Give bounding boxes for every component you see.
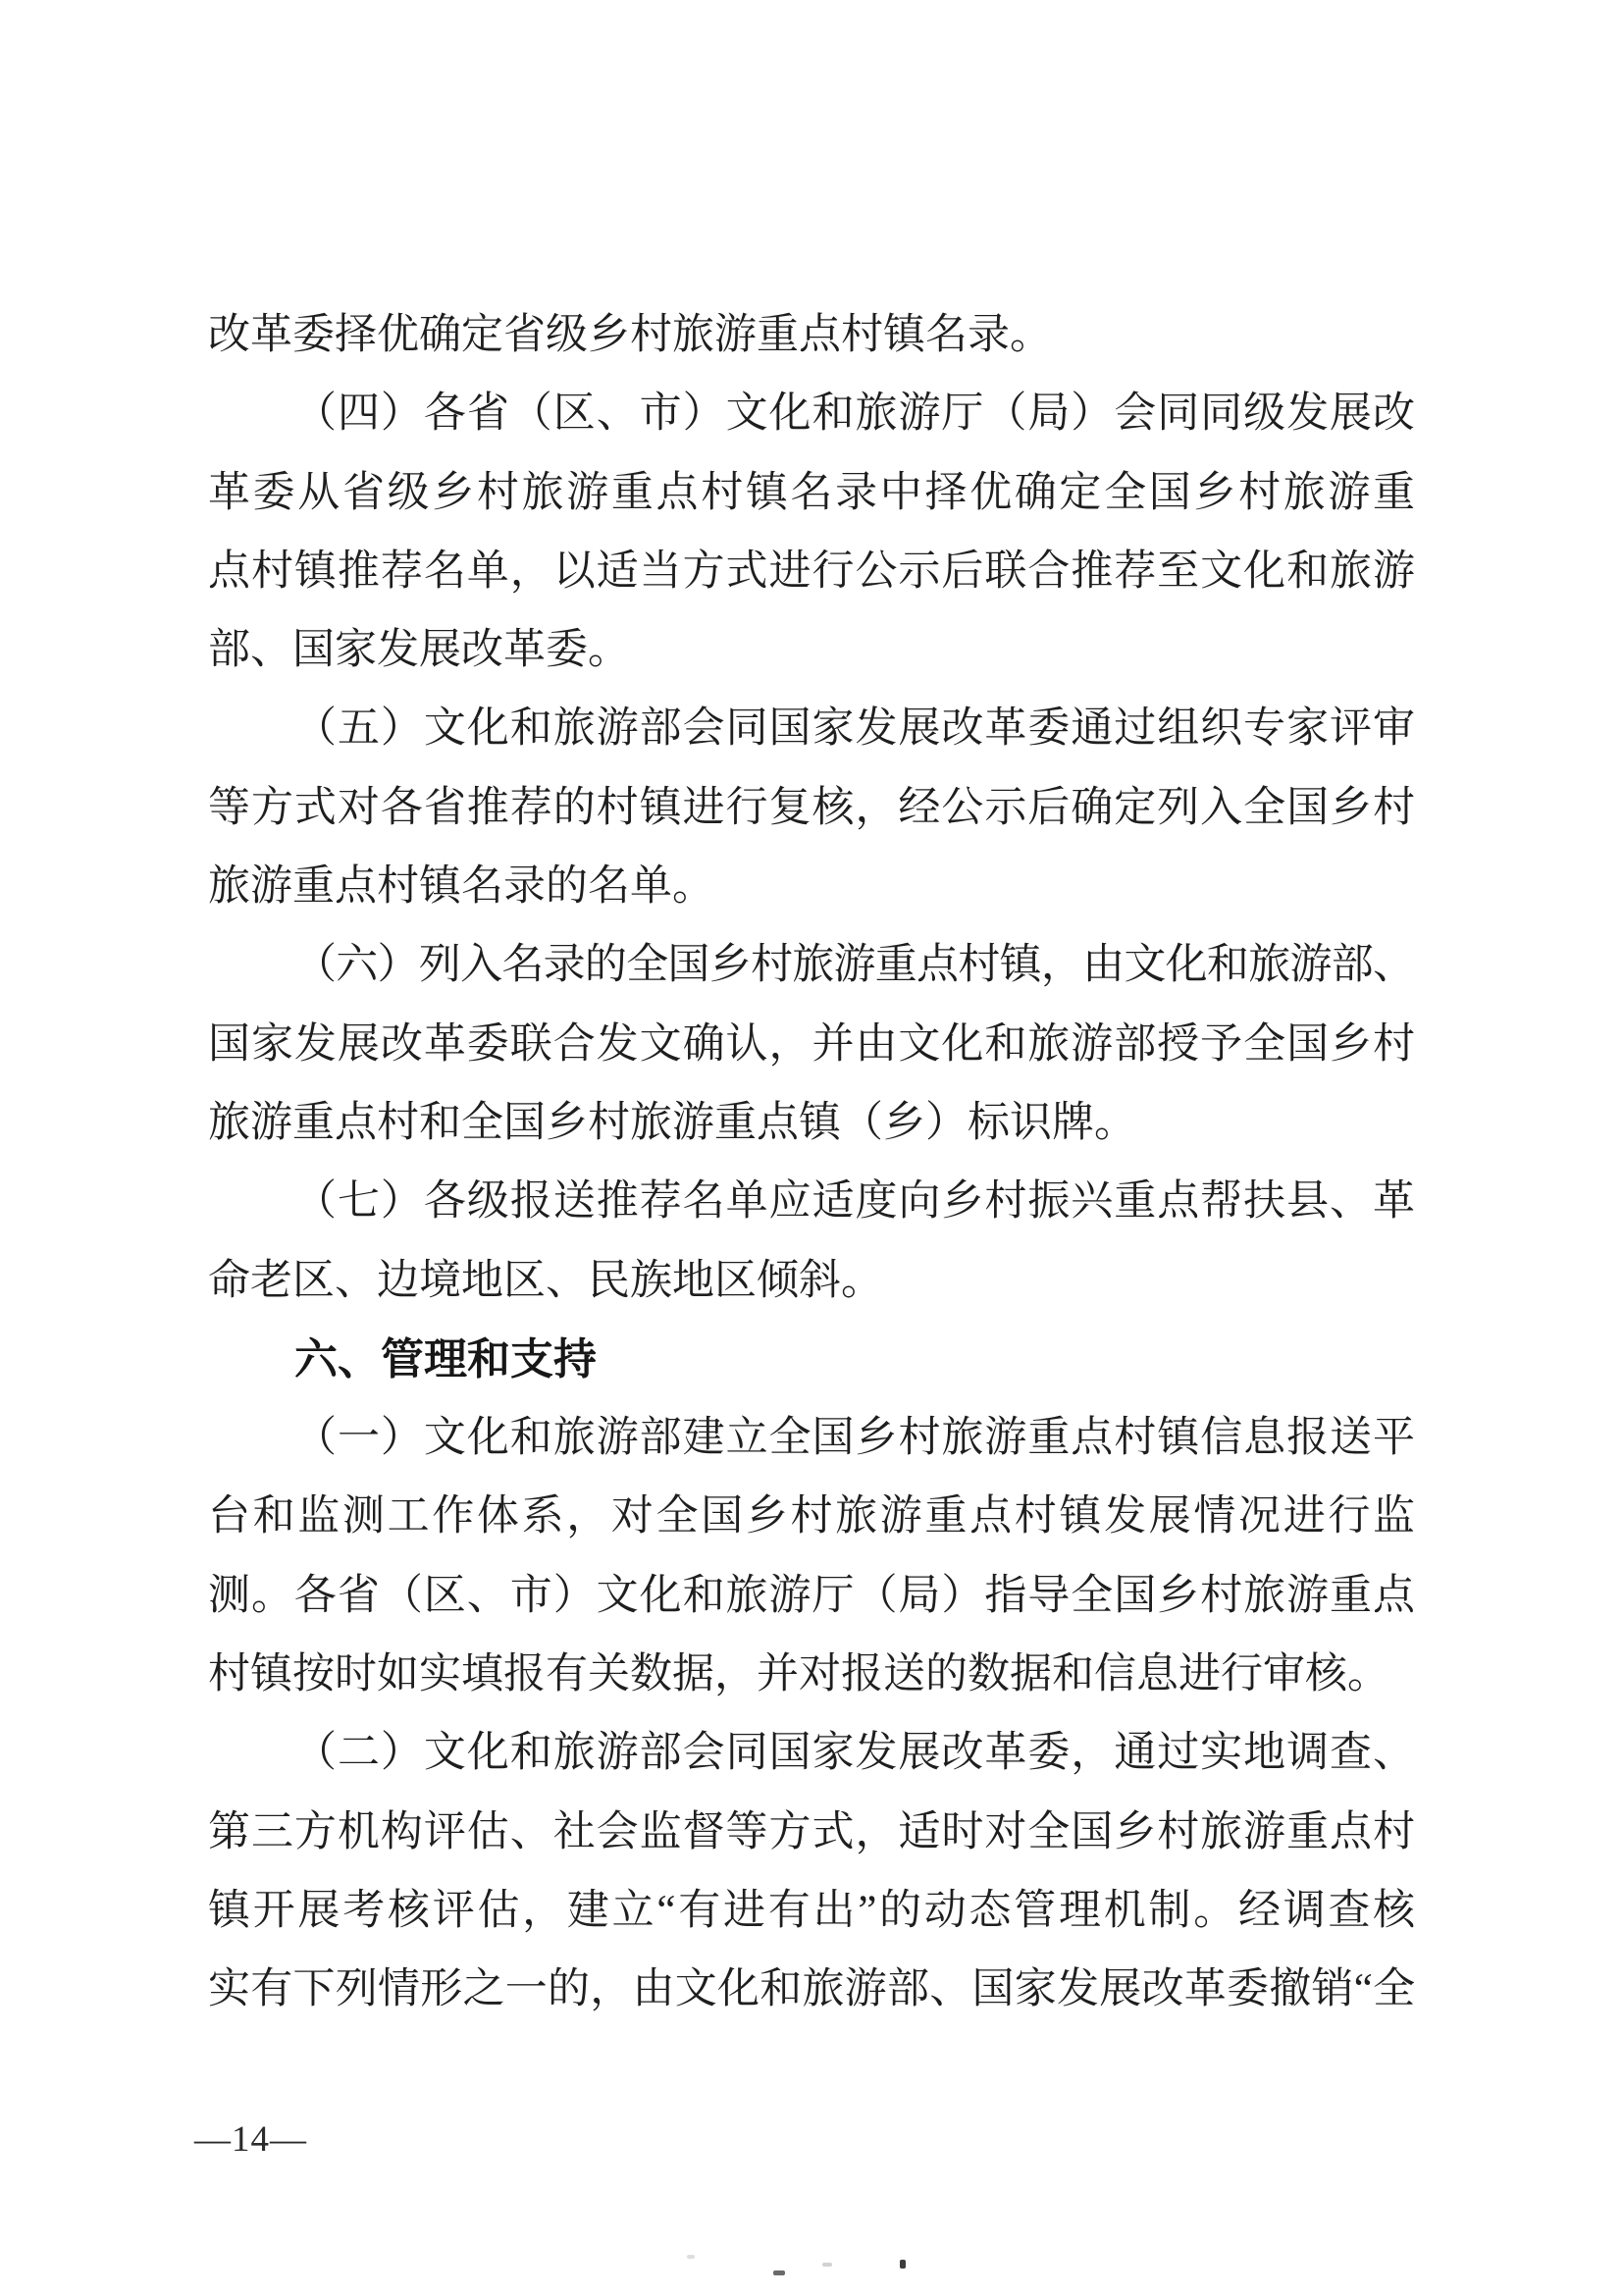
- text-line-content: 部、国家发展改革委。: [208, 627, 630, 674]
- text-line: [208, 533, 1415, 611]
- text-line-content: 旅游重点村镇名录的名单。: [208, 863, 714, 911]
- text-line-content: 等方式对各省推荐的村镇进行复核，经公示后确定列入全国乡村: [208, 784, 1416, 831]
- text-line-content: （四）各省（区、市）文化和旅游厅（局）会同同级发展改: [294, 391, 1416, 438]
- text-line: [208, 690, 1415, 768]
- text-line: [208, 1951, 1415, 2029]
- scan-speck: [900, 2260, 906, 2269]
- text-line-content: 第三方机构评估、社会监督等方式，适时对全国乡村旅游重点村: [208, 1808, 1416, 1855]
- text-line-content: 旅游重点村和全国乡村旅游重点镇（乡）标识牌。: [208, 1099, 1136, 1146]
- text-line: [208, 1163, 1415, 1241]
- text-line-content: 命老区、边境地区、民族地区倾斜。: [208, 1257, 883, 1304]
- text-line-content: 台和监测工作体系，对全国乡村旅游重点村镇发展情况进行监: [208, 1493, 1418, 1540]
- text-line-content: 改革委择优确定省级乡村旅游重点村镇名录。: [208, 312, 1052, 358]
- text-line: [208, 1872, 1418, 1951]
- text-line: [208, 848, 1415, 926]
- text-line: [208, 454, 1418, 533]
- section-heading: [208, 1321, 1415, 1399]
- scan-speck: [773, 2270, 785, 2275]
- text-line: [208, 611, 1415, 690]
- text-line: [208, 375, 1415, 453]
- text-line: [208, 296, 1415, 375]
- text-line: [208, 1242, 1415, 1321]
- text-line-content: 测。各省（区、市）文化和旅游厅（局）指导全国乡村旅游重点: [208, 1572, 1416, 1619]
- text-line: [208, 1006, 1415, 1084]
- text-line-content: 点村镇推荐名单，以适当方式进行公示后联合推荐至文化和旅游: [208, 548, 1416, 595]
- scan-speck: [822, 2263, 832, 2267]
- text-line: [208, 1557, 1415, 1636]
- text-line: [208, 1478, 1418, 1556]
- body-text-block: [208, 296, 1418, 2030]
- text-line-content: （六）列入名录的全国乡村旅游重点村镇，由文化和旅游部、: [294, 942, 1415, 989]
- text-line: [208, 926, 1415, 1005]
- text-line-content: 镇开展考核评估，建立“有进有出”的动态管理机制。经调查核: [208, 1887, 1418, 1934]
- text-line-content: （七）各级报送推荐名单应适度向乡村振兴重点帮扶县、革: [294, 1178, 1416, 1226]
- text-line-content: 村镇按时如实填报有关数据，并对报送的数据和信息进行审核。: [208, 1651, 1389, 1698]
- text-line-content: 革委从省级乡村旅游重点村镇名录中择优确定全国乡村旅游重: [208, 469, 1418, 516]
- text-line: [208, 1399, 1415, 1478]
- text-line: [208, 1794, 1415, 1872]
- text-line: [208, 769, 1415, 848]
- scan-speck: [687, 2255, 695, 2259]
- text-line-content: 实有下列情形之一的，由文化和旅游部、国家发展改革委撤销“全: [208, 1966, 1416, 2013]
- text-line-content: 六、管理和支持: [294, 1334, 597, 1383]
- text-line: [208, 1714, 1415, 1793]
- text-line-content: （五）文化和旅游部会同国家发展改革委通过组织专家评审: [294, 705, 1416, 753]
- text-line: [208, 1636, 1415, 1714]
- page-number: —14—: [194, 2119, 307, 2160]
- text-line: [208, 1084, 1415, 1163]
- text-line-content: 国家发展改革委联合发文确认，并由文化和旅游部授予全国乡村: [208, 1020, 1416, 1068]
- text-line-content: （二）文化和旅游部会同国家发展改革委，通过实地调查、: [294, 1730, 1416, 1777]
- text-line-content: （一）文化和旅游部建立全国乡村旅游重点村镇信息报送平: [294, 1415, 1416, 1462]
